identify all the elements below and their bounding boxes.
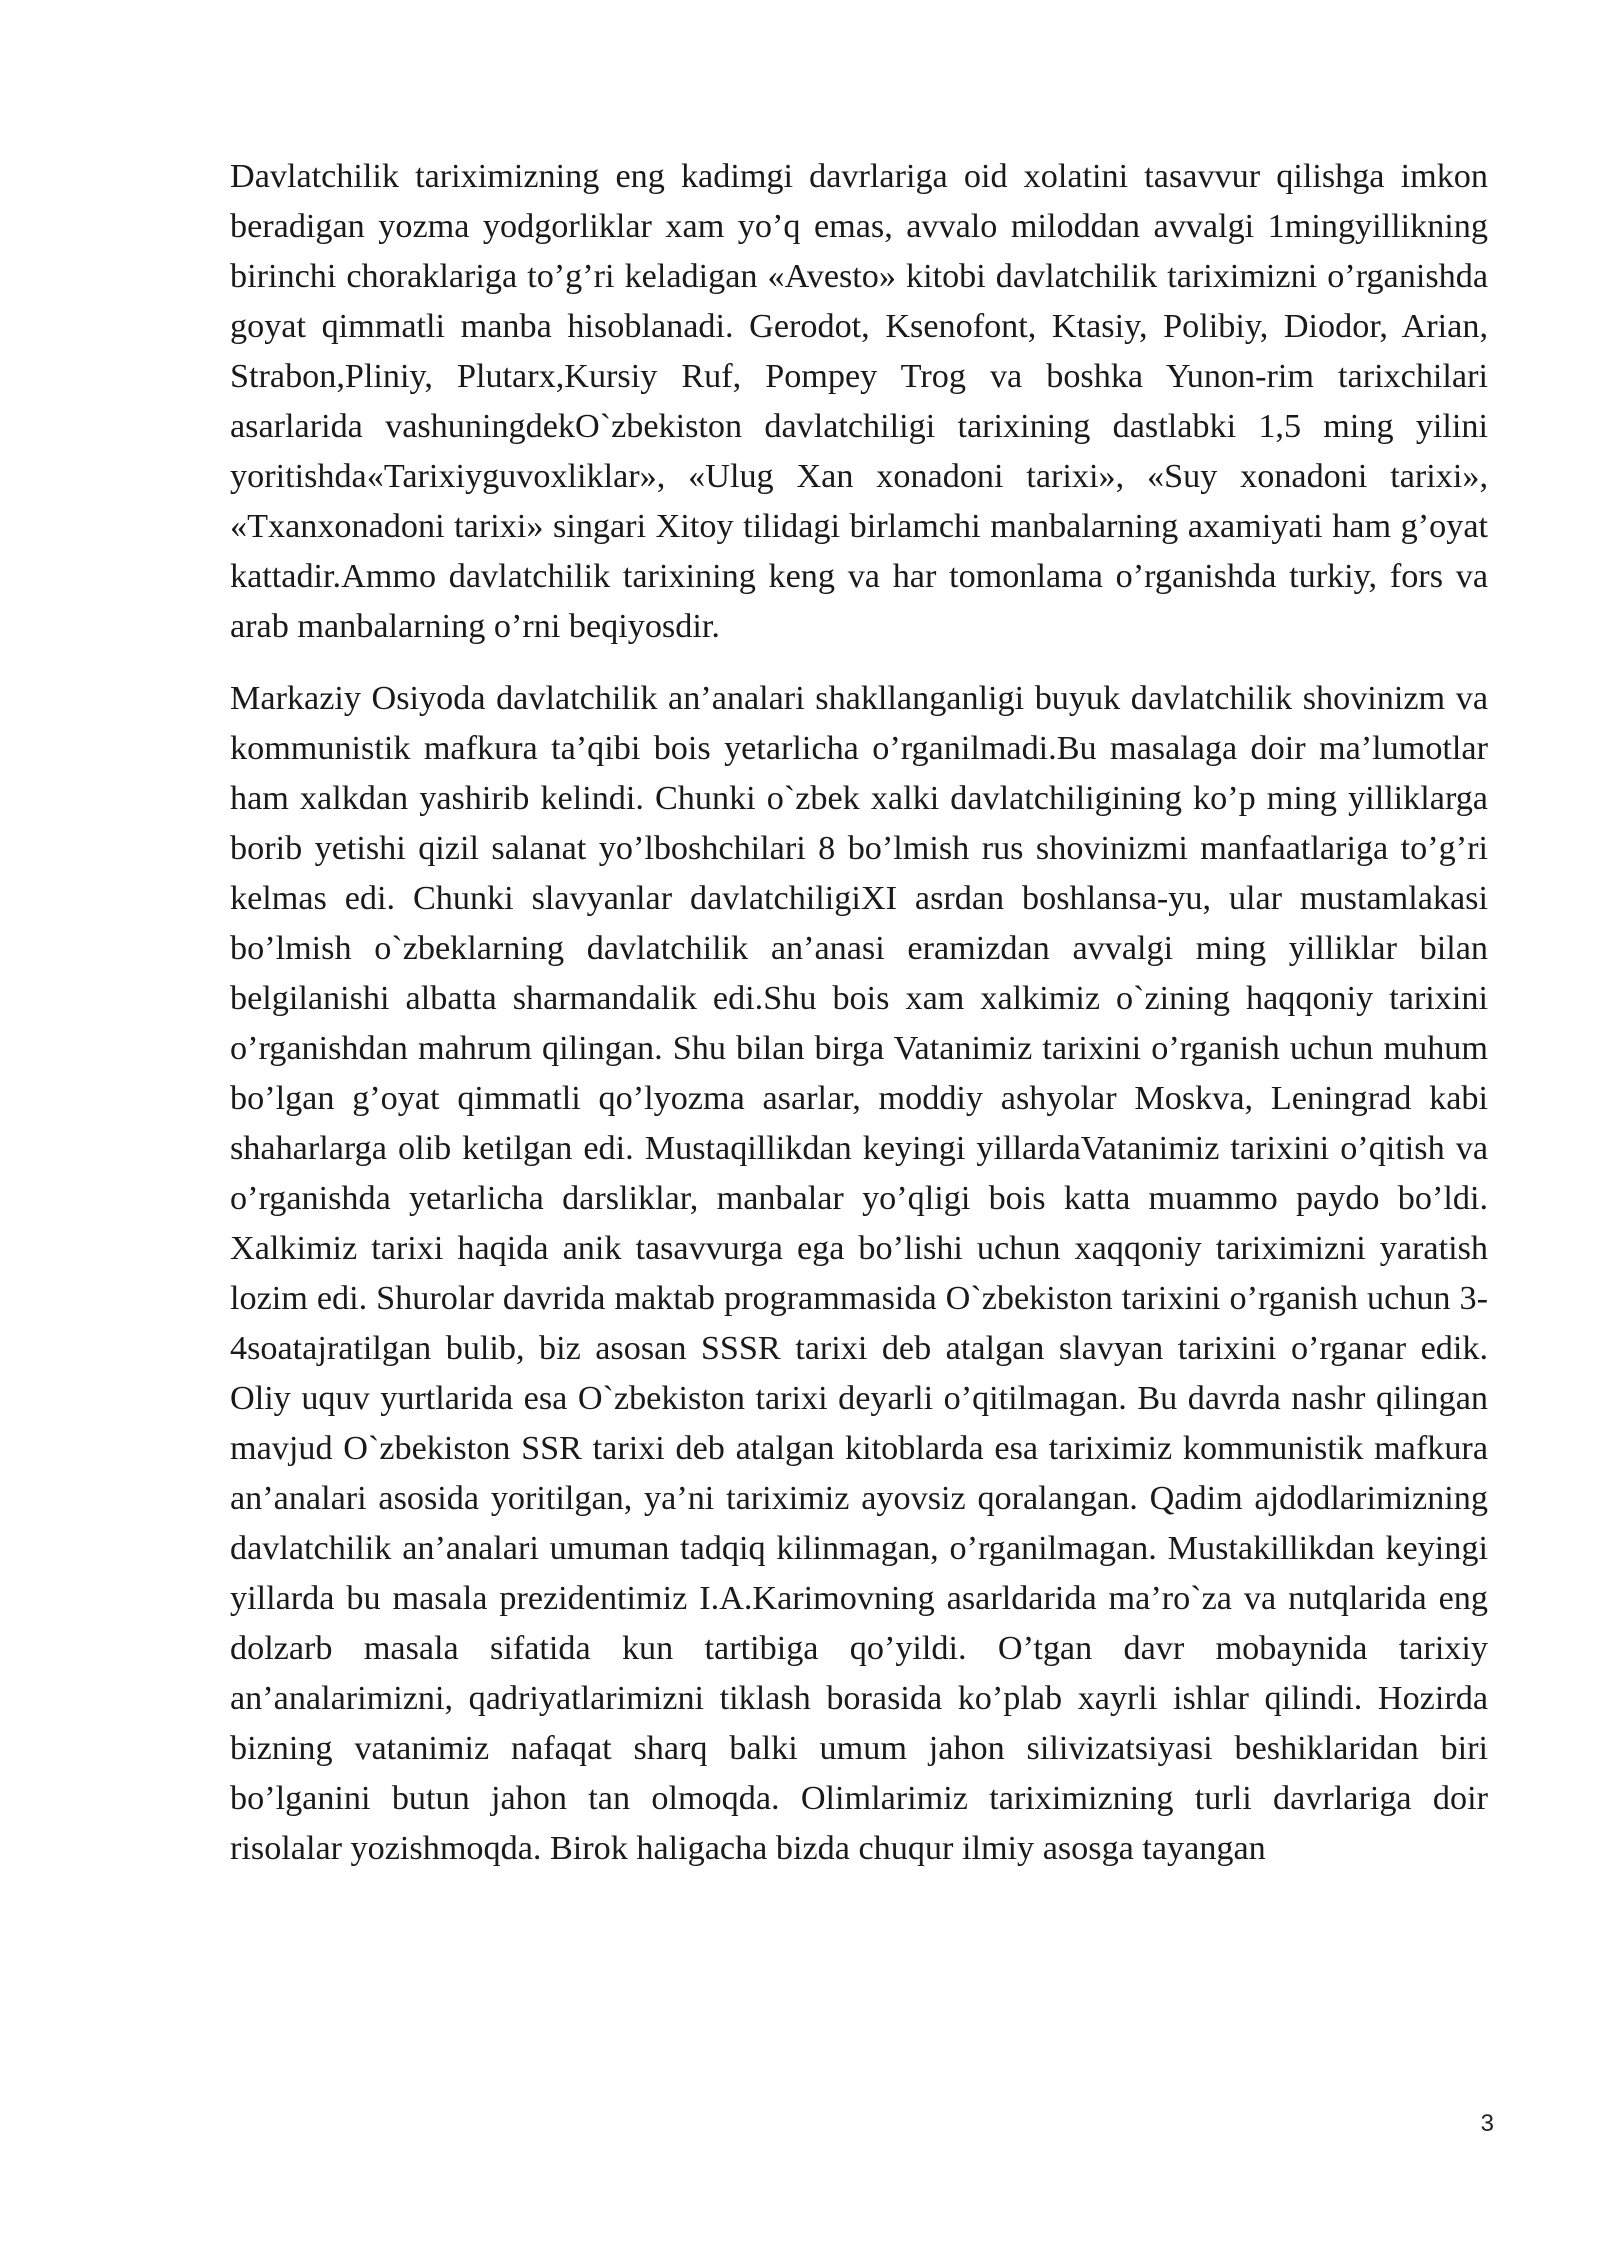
paragraph-2: Markaziy Osiyoda davlatchilik an’analari shakllanganligi buyuk davlatchilik shovinizm va kommunistik mafkura ta’qibi bois yetarlicha o’rganilmadi.Bu masalaga doir ma’lumotlar ham xalkdan yashirib kelindi. Chunki o`zbek xalki davlatchiligining ko’p ming yilliklarga borib yetishi qizil salanat yo’lboshchilari 8 bo’lmish rus shovinizmi manfaatlariga to’g’ri kelmas edi. Chunki slavyanlar davlatchiligiXI asrdan boshlansa-yu, ular mustamlakasi bo’lmish o`zbeklarning davlatchilik an’anasi eramizdan avvalgi ming yilliklar bilan belgilanishi albatta sharmandalik edi.Shu bois xam xalkimiz o`zining haqqoniy tarixini o’rganishdan mahrum qilingan. Shu bilan birga Vatanimiz tarixini o’rganish uchun muhum bo’lgan g’oyat qimmatli qo’lyozma asarlar, moddiy ashyolar Moskva, Leningrad kabi shaharlarga olib ketilgan edi. Mustaqillikdan keyingi yillardaVatanimiz tarixini o’qitish va o’rganishda yetarlicha darsliklar, manbalar yo’qligi bois katta muammo paydo bo’ldi. Xalkimiz tarixi haqida anik tasavvurga ega bo’lishi uchun xaqqoniy tariximizni yaratish lozim edi. Shurolar davrida maktab programmasida O`zbekiston tarixini o’rganish uchun 3-4soatajratilgan bulib, biz asosan SSSR tarixi deb atalgan slavyan tarixini o’rganar edik. Oliy uquv yurtlarida esa O`zbekiston tarixi deyarli o’qitilmagan. Bu davrda nashr qilingan mavjud O`zbekiston SSR tarixi deb atalgan kitoblarda esa tariximiz kommunistik mafkura an’analari asosida yoritilgan, ya’ni tariximiz ayovsiz qoralangan. Qadim ajdodlarimizning davlatchilik an’analari umuman tadqiq kilinmagan, o’rganilmagan. Mustakillikdan keyingi yillarda bu masala prezidentimiz I.A.Karimovning asarldarida ma’ro`za va nutqlarida eng dolzarb masala sifatida kun tartibiga qo’yildi. O’tgan davr mobaynida tarixiy an’analarimizni, qadriyatlarimizni tiklash borasida ko’plab xayrli ishlar qilindi. Hozirda bizning vatanimiz nafaqat sharq balki umum jahon silivizatsiyasi beshiklaridan biri bo’lganini butun jahon tan olmoqda. Olimlarimiz tariximizning turli davrlariga doir risolalar yozishmoqda. Birok haligacha bizda chuqur ilmiy asosga tayangan [230,680,1488,1867]
paragraph-1: Davlatchilik tariximizning eng kadimgi davrlariga oid xolatini tasavvur qilishga imkon beradigan yozma yodgorliklar xam yo’q emas, avvalo miloddan avvalgi 1mingyillikning birinchi choraklariga to’g’ri keladigan «Avesto» kitobi davlatchilik tariximizni o’rganishda goyat qimmatli manba hisoblanadi. Gerodot, Ksenofont, Ktasiy, Polibiy, Diodor, Arian, Strabon,Pliniy, Plutarx,Kursiy Ruf, Pompey Trog va boshka Yunon-rim tarixchilari asarlarida vashuningdekO`zbekiston davlatchiligi tarixining dastlabki 1,5 ming yilini yoritishda«Tarixiyguvoxliklar», «Ulug Xan xonadoni tarixi», «Suy xonadoni tarixi», «Txanxonadoni tarixi» singari Xitoy tilidagi birlamchi manbalarning axamiyati ham g’oyat kattadir.Ammo davlatchilik tarixining keng va har tomonlama o’rganishda turkiy, fors va arab manbalarning o’rni beqiyosdir. [230,158,1488,645]
body-text [230,152,1488,1874]
page-number: 3 [1480,2110,1494,2137]
